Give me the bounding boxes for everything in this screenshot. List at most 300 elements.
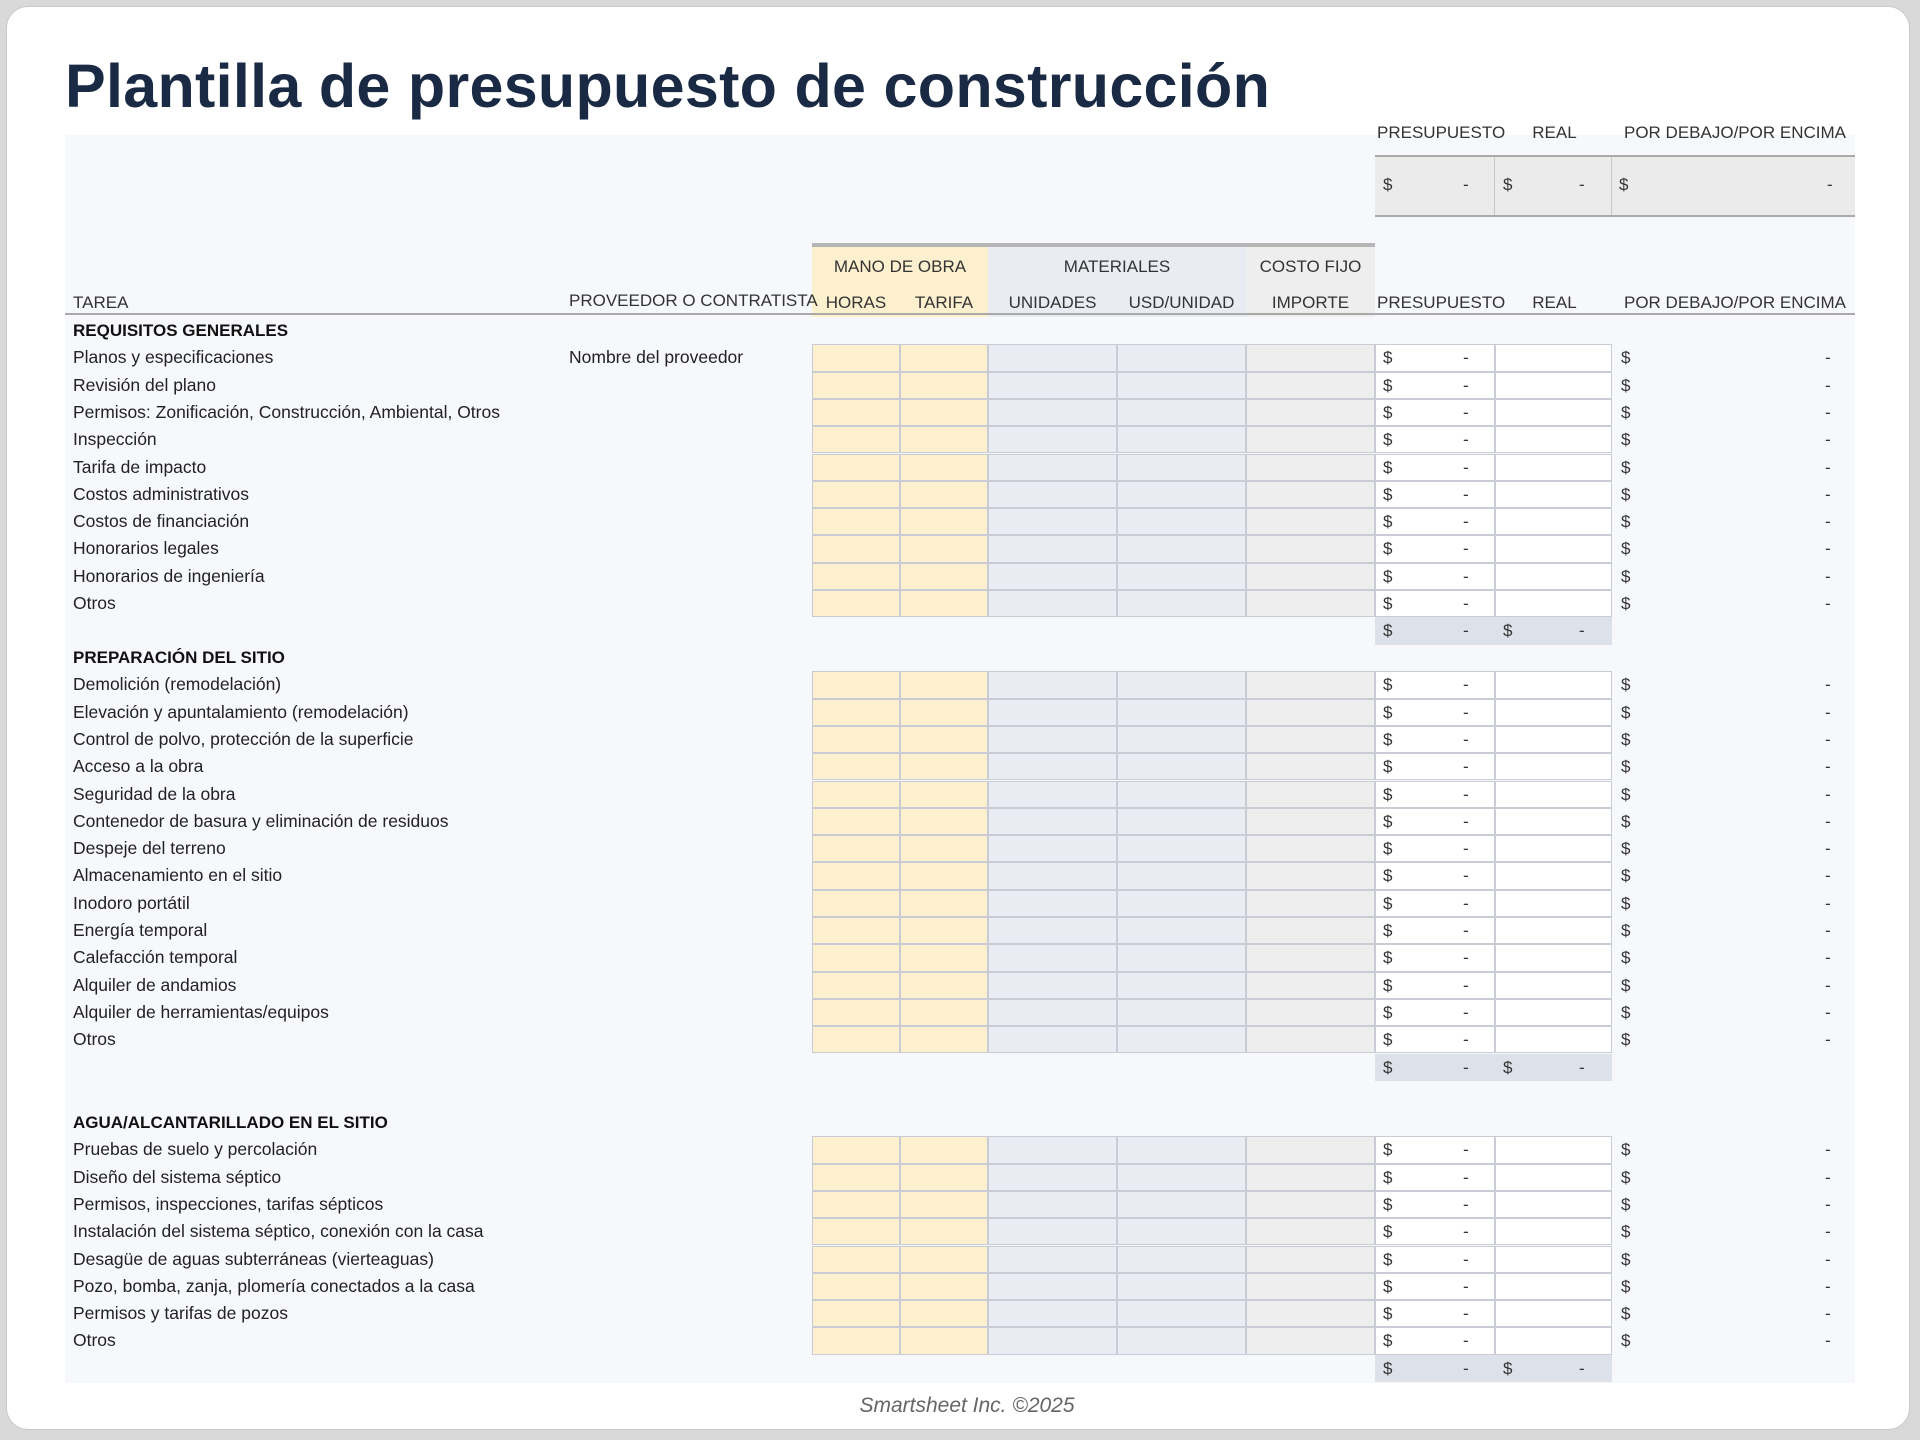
budget-value: - — [1463, 1222, 1469, 1242]
budget-currency: $ — [1383, 839, 1393, 859]
actual-cell[interactable] — [1495, 481, 1612, 508]
hours-cell[interactable] — [812, 426, 900, 453]
budget-currency: $ — [1383, 1002, 1393, 1022]
usd-unit-cell[interactable] — [1117, 426, 1246, 453]
hours-cell[interactable] — [812, 781, 900, 808]
rate-cell[interactable] — [900, 781, 988, 808]
budget-cell[interactable] — [1375, 917, 1495, 944]
rate-cell[interactable] — [900, 862, 988, 889]
usd-unit-cell[interactable] — [1117, 481, 1246, 508]
usd-unit-cell[interactable] — [1117, 726, 1246, 753]
rate-cell[interactable] — [900, 1246, 988, 1273]
hours-cell[interactable] — [812, 1273, 900, 1300]
rate-cell[interactable] — [900, 671, 988, 698]
actual-cell[interactable] — [1495, 862, 1612, 889]
units-cell[interactable] — [988, 426, 1117, 453]
summary-header-budget: PRESUPUESTO — [1377, 123, 1506, 142]
budget-cell[interactable] — [1375, 1327, 1495, 1354]
variance-value: - — [1825, 1331, 1831, 1351]
budget-cell[interactable] — [1375, 1300, 1495, 1327]
amount-cell[interactable] — [1246, 454, 1375, 481]
units-cell[interactable] — [988, 699, 1117, 726]
amount-cell[interactable] — [1246, 862, 1375, 889]
budget-value: - — [1463, 539, 1469, 559]
hours-cell[interactable] — [812, 699, 900, 726]
hours-cell[interactable] — [812, 944, 900, 971]
usd-unit-cell[interactable] — [1117, 917, 1246, 944]
budget-cell[interactable] — [1375, 454, 1495, 481]
actual-cell[interactable] — [1495, 1164, 1612, 1191]
usd-unit-cell[interactable] — [1117, 862, 1246, 889]
rate-cell[interactable] — [900, 1191, 988, 1218]
usd-unit-cell[interactable] — [1117, 1218, 1246, 1245]
actual-cell[interactable] — [1495, 344, 1612, 371]
amount-cell[interactable] — [1246, 944, 1375, 971]
rate-cell[interactable] — [900, 753, 988, 780]
summary-actual-value[interactable]: - — [1579, 175, 1585, 194]
actual-cell[interactable] — [1495, 1136, 1612, 1163]
rate-cell[interactable] — [900, 808, 988, 835]
variance-value: - — [1825, 1002, 1831, 1022]
rate-cell[interactable] — [900, 1327, 988, 1354]
units-cell[interactable] — [988, 372, 1117, 399]
actual-cell[interactable] — [1495, 835, 1612, 862]
subtotal-row — [1375, 617, 1612, 644]
hours-cell[interactable] — [812, 1164, 900, 1191]
units-cell[interactable] — [988, 1327, 1117, 1354]
actual-cell[interactable] — [1495, 753, 1612, 780]
task-label: Pruebas de suelo y percolación — [73, 1139, 318, 1160]
actual-cell[interactable] — [1495, 399, 1612, 426]
actual-cell[interactable] — [1495, 454, 1612, 481]
budget-value: - — [1463, 1276, 1469, 1296]
col-header-amount: IMPORTE — [1271, 293, 1350, 312]
usd-unit-cell[interactable] — [1117, 1164, 1246, 1191]
units-cell[interactable] — [988, 835, 1117, 862]
actual-cell[interactable] — [1495, 563, 1612, 590]
budget-cell[interactable] — [1375, 372, 1495, 399]
budget-cell[interactable] — [1375, 671, 1495, 698]
variance-value: - — [1825, 839, 1831, 859]
units-cell[interactable] — [988, 972, 1117, 999]
budget-cell[interactable] — [1375, 944, 1495, 971]
budget-cell[interactable] — [1375, 1218, 1495, 1245]
task-label: Honorarios legales — [73, 538, 219, 559]
actual-cell[interactable] — [1495, 372, 1612, 399]
budget-cell[interactable] — [1375, 399, 1495, 426]
task-label: Revisión del plano — [73, 374, 217, 395]
units-cell[interactable] — [988, 753, 1117, 780]
budget-cell[interactable] — [1375, 781, 1495, 808]
budget-value: - — [1463, 729, 1469, 749]
variance-currency: $ — [1621, 1222, 1631, 1242]
usd-unit-cell[interactable] — [1117, 781, 1246, 808]
hours-cell[interactable] — [812, 1327, 900, 1354]
variance-currency: $ — [1621, 784, 1631, 804]
hours-cell[interactable] — [812, 1191, 900, 1218]
units-cell[interactable] — [988, 1136, 1117, 1163]
amount-cell[interactable] — [1246, 399, 1375, 426]
units-cell[interactable] — [988, 1273, 1117, 1300]
summary-box — [1375, 155, 1855, 217]
units-cell[interactable] — [988, 535, 1117, 562]
usd-unit-cell[interactable] — [1117, 1136, 1246, 1163]
usd-unit-cell[interactable] — [1117, 399, 1246, 426]
usd-unit-cell[interactable] — [1117, 372, 1246, 399]
variance-value: - — [1825, 457, 1831, 477]
budget-value: - — [1463, 512, 1469, 532]
budget-cell[interactable] — [1375, 590, 1495, 617]
budget-cell[interactable] — [1375, 808, 1495, 835]
amount-cell[interactable] — [1246, 972, 1375, 999]
units-cell[interactable] — [988, 999, 1117, 1026]
actual-cell[interactable] — [1495, 808, 1612, 835]
usd-unit-cell[interactable] — [1117, 944, 1246, 971]
amount-cell[interactable] — [1246, 426, 1375, 453]
amount-cell[interactable] — [1246, 726, 1375, 753]
usd-unit-cell[interactable] — [1117, 590, 1246, 617]
amount-cell[interactable] — [1246, 835, 1375, 862]
subtotal-budget-currency: $ — [1383, 1358, 1393, 1378]
hours-cell[interactable] — [812, 1300, 900, 1327]
budget-cell[interactable] — [1375, 835, 1495, 862]
hours-cell[interactable] — [812, 753, 900, 780]
variance-currency: $ — [1621, 757, 1631, 777]
units-cell[interactable] — [988, 944, 1117, 971]
variance-value: - — [1825, 1249, 1831, 1269]
amount-cell[interactable] — [1246, 1246, 1375, 1273]
hours-cell[interactable] — [812, 808, 900, 835]
usd-unit-cell[interactable] — [1117, 1246, 1246, 1273]
summary-budget-value[interactable]: - — [1463, 175, 1469, 194]
amount-cell[interactable] — [1246, 563, 1375, 590]
variance-currency: $ — [1621, 1331, 1631, 1351]
amount-cell[interactable] — [1246, 481, 1375, 508]
task-label: Seguridad de la obra — [73, 783, 236, 804]
rate-cell[interactable] — [900, 1218, 988, 1245]
actual-cell[interactable] — [1495, 1300, 1612, 1327]
variance-value: - — [1825, 375, 1831, 395]
units-cell[interactable] — [988, 1218, 1117, 1245]
task-label: Elevación y apuntalamiento (remodelación) — [73, 701, 409, 722]
variance-value: - — [1825, 594, 1831, 613]
hours-cell[interactable] — [812, 917, 900, 944]
usd-unit-cell[interactable] — [1117, 835, 1246, 862]
amount-cell[interactable] — [1246, 781, 1375, 808]
rate-cell[interactable] — [900, 699, 988, 726]
amount-cell[interactable] — [1246, 1191, 1375, 1218]
amount-cell[interactable] — [1246, 1164, 1375, 1191]
budget-cell[interactable] — [1375, 508, 1495, 535]
budget-cell[interactable] — [1375, 344, 1495, 371]
budget-value: - — [1463, 1140, 1469, 1160]
budget-cell[interactable] — [1375, 753, 1495, 780]
rate-cell[interactable] — [900, 890, 988, 917]
rate-cell[interactable] — [900, 917, 988, 944]
variance-currency: $ — [1621, 729, 1631, 749]
hours-cell[interactable] — [812, 1218, 900, 1245]
col-header-units: UNIDADES — [1008, 293, 1097, 312]
units-cell[interactable] — [988, 862, 1117, 889]
summary-header-variance: POR DEBAJO/POR ENCIMA — [1624, 123, 1846, 142]
budget-cell[interactable] — [1375, 726, 1495, 753]
rate-cell[interactable] — [900, 563, 988, 590]
budget-cell[interactable] — [1375, 890, 1495, 917]
amount-cell[interactable] — [1246, 808, 1375, 835]
usd-unit-cell[interactable] — [1117, 1273, 1246, 1300]
rate-cell[interactable] — [900, 1026, 988, 1053]
rate-cell[interactable] — [900, 1273, 988, 1300]
hours-cell[interactable] — [812, 999, 900, 1026]
usd-unit-cell[interactable] — [1117, 999, 1246, 1026]
amount-cell[interactable] — [1246, 753, 1375, 780]
actual-cell[interactable] — [1495, 1273, 1612, 1300]
actual-cell[interactable] — [1495, 1246, 1612, 1273]
vendor-cell[interactable]: Nombre del proveedor — [569, 347, 744, 368]
budget-cell[interactable] — [1375, 1273, 1495, 1300]
hours-cell[interactable] — [812, 862, 900, 889]
actual-cell[interactable] — [1495, 999, 1612, 1026]
variance-value: - — [1825, 757, 1831, 777]
hours-cell[interactable] — [812, 726, 900, 753]
units-cell[interactable] — [988, 1026, 1117, 1053]
amount-cell[interactable] — [1246, 890, 1375, 917]
actual-cell[interactable] — [1495, 508, 1612, 535]
budget-cell[interactable] — [1375, 999, 1495, 1026]
hours-cell[interactable] — [812, 1246, 900, 1273]
usd-unit-cell[interactable] — [1117, 535, 1246, 562]
usd-unit-cell[interactable] — [1117, 890, 1246, 917]
labor-group-header: MANO DE OBRA — [833, 257, 967, 276]
rate-cell[interactable] — [900, 454, 988, 481]
variance-value: - — [1825, 893, 1831, 913]
hours-cell[interactable] — [812, 1136, 900, 1163]
amount-cell[interactable] — [1246, 590, 1375, 617]
variance-currency: $ — [1621, 402, 1631, 422]
variance-currency: $ — [1621, 1194, 1631, 1214]
task-label: Diseño del sistema séptico — [73, 1166, 282, 1187]
amount-cell[interactable] — [1246, 1026, 1375, 1053]
summary-variance-value[interactable]: - — [1827, 175, 1833, 194]
usd-unit-cell[interactable] — [1117, 1191, 1246, 1218]
variance-currency: $ — [1621, 893, 1631, 913]
hours-cell[interactable] — [812, 563, 900, 590]
actual-cell[interactable] — [1495, 1218, 1612, 1245]
units-cell[interactable] — [988, 726, 1117, 753]
usd-unit-cell[interactable] — [1117, 671, 1246, 698]
units-cell[interactable] — [988, 1300, 1117, 1327]
task-label: Calefacción temporal — [73, 947, 238, 968]
budget-currency: $ — [1383, 484, 1393, 504]
amount-cell[interactable] — [1246, 671, 1375, 698]
hours-cell[interactable] — [812, 344, 900, 371]
amount-cell[interactable] — [1246, 344, 1375, 371]
actual-cell[interactable] — [1495, 1191, 1612, 1218]
budget-cell[interactable] — [1375, 1191, 1495, 1218]
actual-cell[interactable] — [1495, 1026, 1612, 1053]
hours-cell[interactable] — [812, 399, 900, 426]
usd-unit-cell[interactable] — [1117, 753, 1246, 780]
rate-cell[interactable] — [900, 508, 988, 535]
task-label: Otros — [73, 593, 116, 613]
hours-cell[interactable] — [812, 890, 900, 917]
usd-unit-cell[interactable] — [1117, 1327, 1246, 1354]
budget-currency: $ — [1383, 729, 1393, 749]
amount-cell[interactable] — [1246, 1273, 1375, 1300]
budget-currency: $ — [1383, 675, 1393, 695]
task-label: Honorarios de ingeniería — [73, 565, 265, 586]
amount-cell[interactable] — [1246, 372, 1375, 399]
units-cell[interactable] — [988, 454, 1117, 481]
section-title: PREPARACIÓN DEL SITIO — [73, 648, 285, 667]
amount-cell[interactable] — [1246, 999, 1375, 1026]
rate-cell[interactable] — [900, 944, 988, 971]
units-cell[interactable] — [988, 1246, 1117, 1273]
usd-unit-cell[interactable] — [1117, 1026, 1246, 1053]
actual-cell[interactable] — [1495, 972, 1612, 999]
budget-cell[interactable] — [1375, 563, 1495, 590]
usd-unit-cell[interactable] — [1117, 344, 1246, 371]
variance-currency: $ — [1621, 594, 1631, 613]
variance-value: - — [1825, 702, 1831, 722]
units-cell[interactable] — [988, 1164, 1117, 1191]
hours-cell[interactable] — [812, 454, 900, 481]
col-header-task: TAREA — [73, 293, 129, 312]
task-label: Tarifa de impacto — [73, 456, 207, 477]
task-label: Costos de financiación — [73, 511, 250, 532]
units-cell[interactable] — [988, 917, 1117, 944]
units-cell[interactable] — [988, 563, 1117, 590]
budget-cell[interactable] — [1375, 972, 1495, 999]
usd-unit-cell[interactable] — [1117, 563, 1246, 590]
rate-cell[interactable] — [900, 481, 988, 508]
hours-cell[interactable] — [812, 535, 900, 562]
task-label: Almacenamiento en el sitio — [73, 865, 283, 886]
rate-cell[interactable] — [900, 1164, 988, 1191]
actual-cell[interactable] — [1495, 726, 1612, 753]
rate-cell[interactable] — [900, 835, 988, 862]
units-cell[interactable] — [988, 590, 1117, 617]
rate-cell[interactable] — [900, 1136, 988, 1163]
actual-cell[interactable] — [1495, 590, 1612, 617]
actual-cell[interactable] — [1495, 944, 1612, 971]
rate-cell[interactable] — [900, 344, 988, 371]
budget-cell[interactable] — [1375, 426, 1495, 453]
task-label: Instalación del sistema séptico, conexión con la casa — [73, 1221, 484, 1242]
rate-cell[interactable] — [900, 1300, 988, 1327]
units-cell[interactable] — [988, 781, 1117, 808]
usd-unit-cell[interactable] — [1117, 808, 1246, 835]
budget-cell[interactable] — [1375, 1164, 1495, 1191]
hours-cell[interactable] — [812, 671, 900, 698]
actual-cell[interactable] — [1495, 781, 1612, 808]
budget-currency: $ — [1383, 402, 1393, 422]
hours-cell[interactable] — [812, 372, 900, 399]
rate-cell[interactable] — [900, 726, 988, 753]
actual-cell[interactable] — [1495, 671, 1612, 698]
variance-currency: $ — [1621, 1304, 1631, 1324]
summary-budget-currency: $ — [1383, 175, 1393, 194]
col-header-budget: PRESUPUESTO — [1377, 293, 1506, 312]
amount-cell[interactable] — [1246, 1136, 1375, 1163]
budget-cell[interactable] — [1375, 699, 1495, 726]
hours-cell[interactable] — [812, 508, 900, 535]
hours-cell[interactable] — [812, 835, 900, 862]
actual-cell[interactable] — [1495, 426, 1612, 453]
units-cell[interactable] — [988, 1191, 1117, 1218]
amount-cell[interactable] — [1246, 1327, 1375, 1354]
rate-cell[interactable] — [900, 590, 988, 617]
actual-cell[interactable] — [1495, 535, 1612, 562]
usd-unit-cell[interactable] — [1117, 972, 1246, 999]
rate-cell[interactable] — [900, 372, 988, 399]
units-cell[interactable] — [988, 890, 1117, 917]
actual-cell[interactable] — [1495, 917, 1612, 944]
subtotal-actual-currency: $ — [1503, 621, 1513, 641]
rate-cell[interactable] — [900, 972, 988, 999]
budget-cell[interactable] — [1375, 481, 1495, 508]
budget-cell[interactable] — [1375, 535, 1495, 562]
units-cell[interactable] — [988, 508, 1117, 535]
budget-cell[interactable] — [1375, 862, 1495, 889]
budget-currency: $ — [1383, 1304, 1393, 1324]
variance-value: - — [1825, 1167, 1831, 1187]
rate-cell[interactable] — [900, 535, 988, 562]
budget-currency: $ — [1383, 512, 1393, 532]
actual-cell[interactable] — [1495, 1327, 1612, 1354]
rate-cell[interactable] — [900, 426, 988, 453]
hours-cell[interactable] — [812, 1026, 900, 1053]
units-cell[interactable] — [988, 481, 1117, 508]
usd-unit-cell[interactable] — [1117, 1300, 1246, 1327]
variance-value: - — [1825, 1030, 1831, 1050]
amount-cell[interactable] — [1246, 1300, 1375, 1327]
amount-cell[interactable] — [1246, 535, 1375, 562]
amount-cell[interactable] — [1246, 699, 1375, 726]
task-label: Energía temporal — [73, 920, 208, 940]
amount-cell[interactable] — [1246, 917, 1375, 944]
actual-cell[interactable] — [1495, 890, 1612, 917]
hours-cell[interactable] — [812, 481, 900, 508]
budget-cell[interactable] — [1375, 1136, 1495, 1163]
budget-currency: $ — [1383, 539, 1393, 559]
usd-unit-cell[interactable] — [1117, 454, 1246, 481]
amount-cell[interactable] — [1246, 1218, 1375, 1245]
hours-cell[interactable] — [812, 590, 900, 617]
budget-cell[interactable] — [1375, 1246, 1495, 1273]
variance-value: - — [1825, 1222, 1831, 1242]
usd-unit-cell[interactable] — [1117, 699, 1246, 726]
page-frame — [6, 6, 1910, 1430]
budget-value: - — [1463, 1167, 1469, 1187]
materials-group-header: MATERIALES — [1063, 257, 1171, 276]
hours-cell[interactable] — [812, 972, 900, 999]
variance-currency: $ — [1621, 375, 1631, 395]
variance-value: - — [1825, 566, 1831, 586]
rate-cell[interactable] — [900, 399, 988, 426]
units-cell[interactable] — [988, 344, 1117, 371]
units-cell[interactable] — [988, 399, 1117, 426]
units-cell[interactable] — [988, 671, 1117, 698]
rate-cell[interactable] — [900, 999, 988, 1026]
units-cell[interactable] — [988, 808, 1117, 835]
variance-value: - — [1825, 675, 1831, 695]
actual-cell[interactable] — [1495, 699, 1612, 726]
usd-unit-cell[interactable] — [1117, 508, 1246, 535]
amount-cell[interactable] — [1246, 508, 1375, 535]
budget-cell[interactable] — [1375, 1026, 1495, 1053]
budget-value: - — [1463, 839, 1469, 859]
